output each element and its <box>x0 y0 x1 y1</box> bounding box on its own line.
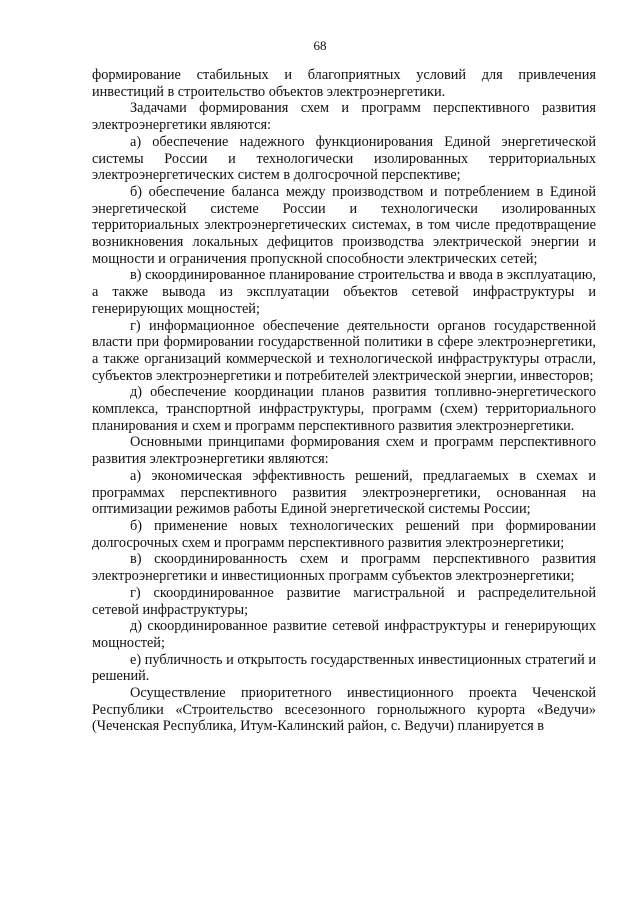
document-body <box>92 67 596 735</box>
paragraph-tasks-intro: Задачами формирования схем и программ перспективного развития электроэнергетики являются: <box>92 100 596 134</box>
list-item-principle-d: д) скоординированное развитие сетевой инфраструктуры и генерирующих мощностей; <box>92 618 596 651</box>
list-item-principle-g: г) скоординированное развитие магистральной и распределительной сетевой инфраструктуры; <box>92 584 596 618</box>
list-item-principle-e: е) публичность и открытость государственных инвестиционных стратегий и решений. <box>92 651 596 685</box>
list-item-task-d: д) обеспечение координации планов развития топливно-энергетического комплекса, транспортной инфраструктуры, программ (схем) территориального планирования и схем и программ перспективного развития электроэнергетики. <box>92 384 596 434</box>
list-item-task-v: в) скоординированное планирование строительства и ввода в эксплуатацию, а также вывода из эксплуатации объектов сетевой инфраструктуры и генерирующих мощностей; <box>92 267 596 317</box>
page-number: 68 <box>313 38 327 53</box>
paragraph-principles-intro: Основными принципами формирования схем и программ перспективного развития электроэнергетики являются: <box>92 434 596 468</box>
list-item-task-g: г) информационное обеспечение деятельности органов государственной власти при формировании государственной политики в сфере электроэнергетики, а также организаций коммерческой и технологической инфраструктуры отрасли, субъектов электроэнергетики и потребителей электрической энергии, инвесторов; <box>92 317 596 384</box>
list-item-task-a: а) обеспечение надежного функционирования Единой энергетической системы России и технологически изолированных территориальных электроэнергетических систем в долгосрочной перспективе; <box>92 133 596 184</box>
list-item-principle-a: а) экономическая эффективность решений, предлагаемых в схемах и программах перспективного развития электроэнергетики, основанная на оптимизации режимов работы Единой энергетической системы России; <box>92 467 596 518</box>
paragraph-vedenchi-project: Осуществление приоритетного инвестиционного проекта Чеченской Республики «Строительство всесезонного горнолыжного курорта «Ведучи» (Чеченская Республика, Итум-Калинский район, с. Ведучи) планируется в <box>92 685 596 735</box>
list-item-principle-b: б) применение новых технологических решений при формировании долгосрочных схем и программ перспективного развития электроэнергетики; <box>92 517 596 551</box>
list-item-task-b: б) обеспечение баланса между производством и потреблением в Единой энергетической системе России и технологически изолированных территориальных электроэнергетических системах, в том числе предотвращение возникновения локальных дефицитов производства электрической энергии и мощности и ограничения пропускной способности электрических сетей; <box>92 183 596 267</box>
list-item-principle-v: в) скоординированность схем и программ перспективного развития электроэнергетики и инвестиционных программ субъектов электроэнергетики; <box>92 551 596 585</box>
paragraph-continuation: формирование стабильных и благоприятных условий для привлечения инвестиций в строительство объектов электроэнергетики. <box>92 67 596 100</box>
